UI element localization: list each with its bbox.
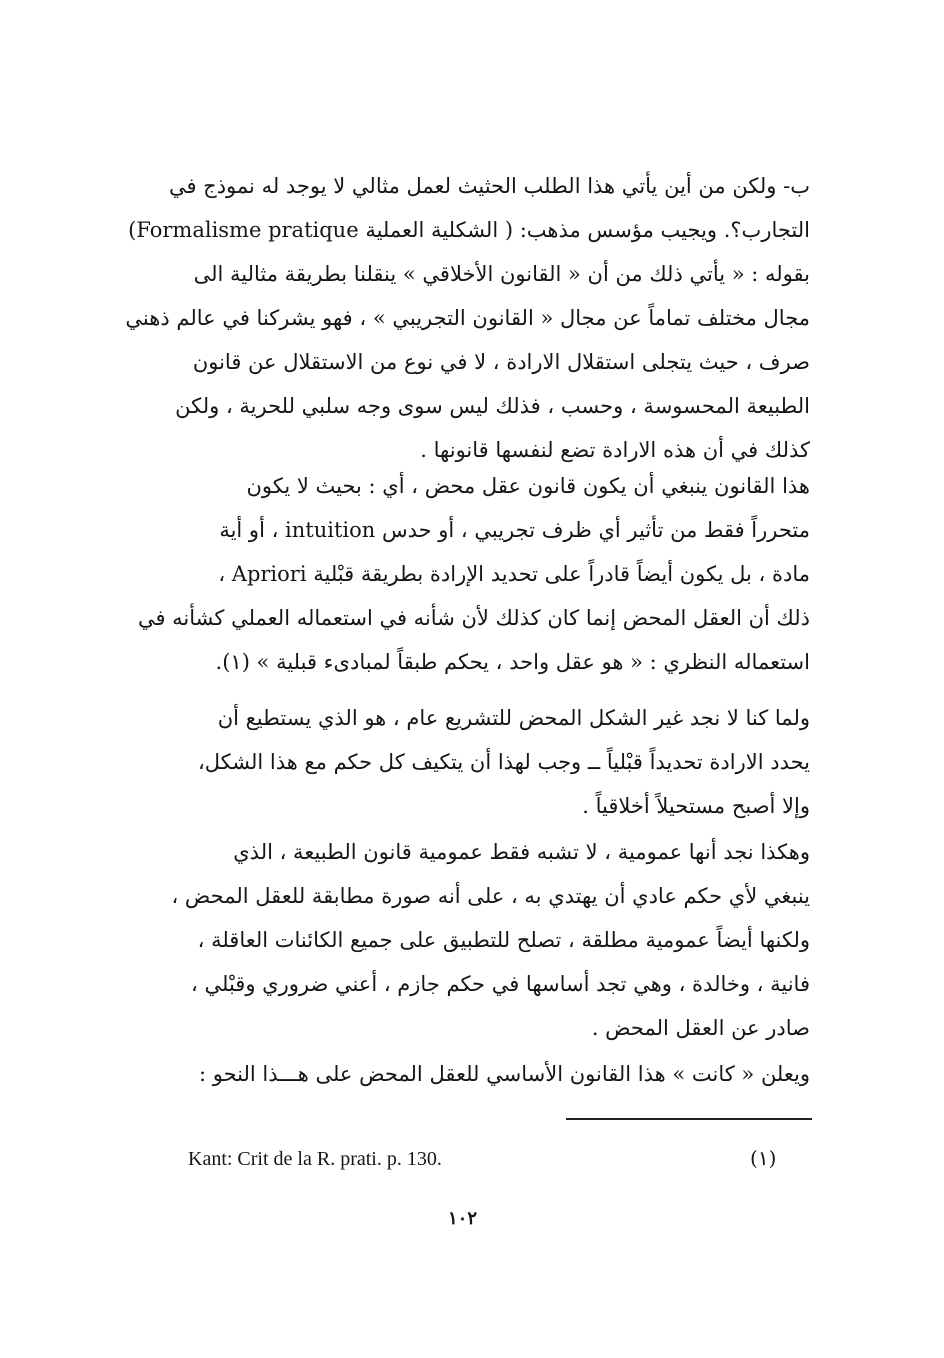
text-line: ولكنها أيضاً عمومية مطلقة ، تصلح للتطبيق على جميع الكائنات العاقلة ، [197,928,810,952]
text-line: وإلا أصبح مستحيلاً أخلاقياً . [582,794,810,818]
text-line: فانية ، وخالدة ، وهي تجد أساسها في حكم جازم ، أعني ضروري وقبْلي ، [191,972,810,996]
footnote-mark: (١) [750,1146,777,1170]
text-line: كذلك في أن هذه الارادة تضع لنفسها قانونها . [420,438,810,462]
text-line: ولما كنا لا نجد غير الشكل المحض للتشريع عام ، هو الذي يستطيع أن [217,706,810,730]
paragraph-5 [134,1052,810,1096]
text-line: ذلك أن العقل المحض إنما كان كذلك لأن شأنه في استعماله العملي كشأنه في [137,606,810,630]
text-line: يحدد الارادة تحديداً قبْلياً ــ وجب لهذا أن يتكيف كل حكم مع هذا الشكل، [197,750,810,774]
footnote-text: Kant: Crit de la R. prati. p. 130. [188,1148,442,1170]
text-line: ب- ولكن من أين يأتي هذا الطلب الحثيث لعمل مثالي لا يوجد له نموذج في [168,174,810,198]
footnote-divider [566,1118,812,1120]
text-line: استعماله النظري : « هو عقل واحد ، يحكم طبقاً لمبادىء قبلية » (١). [215,650,810,674]
text-line: هذا القانون ينبغي أن يكون قانون عقل محض ، أي : بحيث لا يكون [246,474,810,498]
paragraph-4 [134,830,810,1050]
text-line: متحرراً فقط من تأثير أي ظرف تجريبي ، أو حدس intuition ، أو أية [219,518,810,542]
text-line: وهكذا نجد أنها عمومية ، لا تشبه فقط عمومية قانون الطبيعة ، الذي [233,840,810,864]
text-line: صادر عن العقل المحض . [591,1016,810,1040]
text-line: ويعلن « كانت » هذا القانون الأساسي للعقل المحض على هـــذا النحو : [198,1062,810,1086]
text-line: مادة ، بل يكون أيضاً قادراً على تحديد الإرادة بطريقة قبْلية Apriori ، [218,562,810,586]
text-line: التجارب؟. ويجيب مؤسس مذهب: ( الشكلية العملية Formalisme pratique) [128,218,810,242]
paragraph-3 [134,696,810,828]
page-number: ١٠٢ [448,1208,478,1229]
text-line: الطبيعة المحسوسة ، وحسب ، فذلك ليس سوى وجه سلبي للحرية ، ولكن [175,394,810,418]
text-line: مجال مختلف تماماً عن مجال « القانون التجريبي » ، فهو يشركنا في عالم ذهني [125,306,810,330]
text-line: صرف ، حيث يتجلى استقلال الارادة ، لا في نوع من الاستقلال عن قانون [192,350,810,374]
text-line: ينبغي لأي حكم عادي أن يهتدي به ، على أنه صورة مطابقة للعقل المحض ، [171,884,810,908]
paragraph-1 [125,164,810,472]
text-line: بقوله : « يأتي ذلك من أن « القانون الأخلاقي » ينقلنا بطريقة مثالية الى [193,262,810,286]
paragraph-2 [134,464,810,684]
